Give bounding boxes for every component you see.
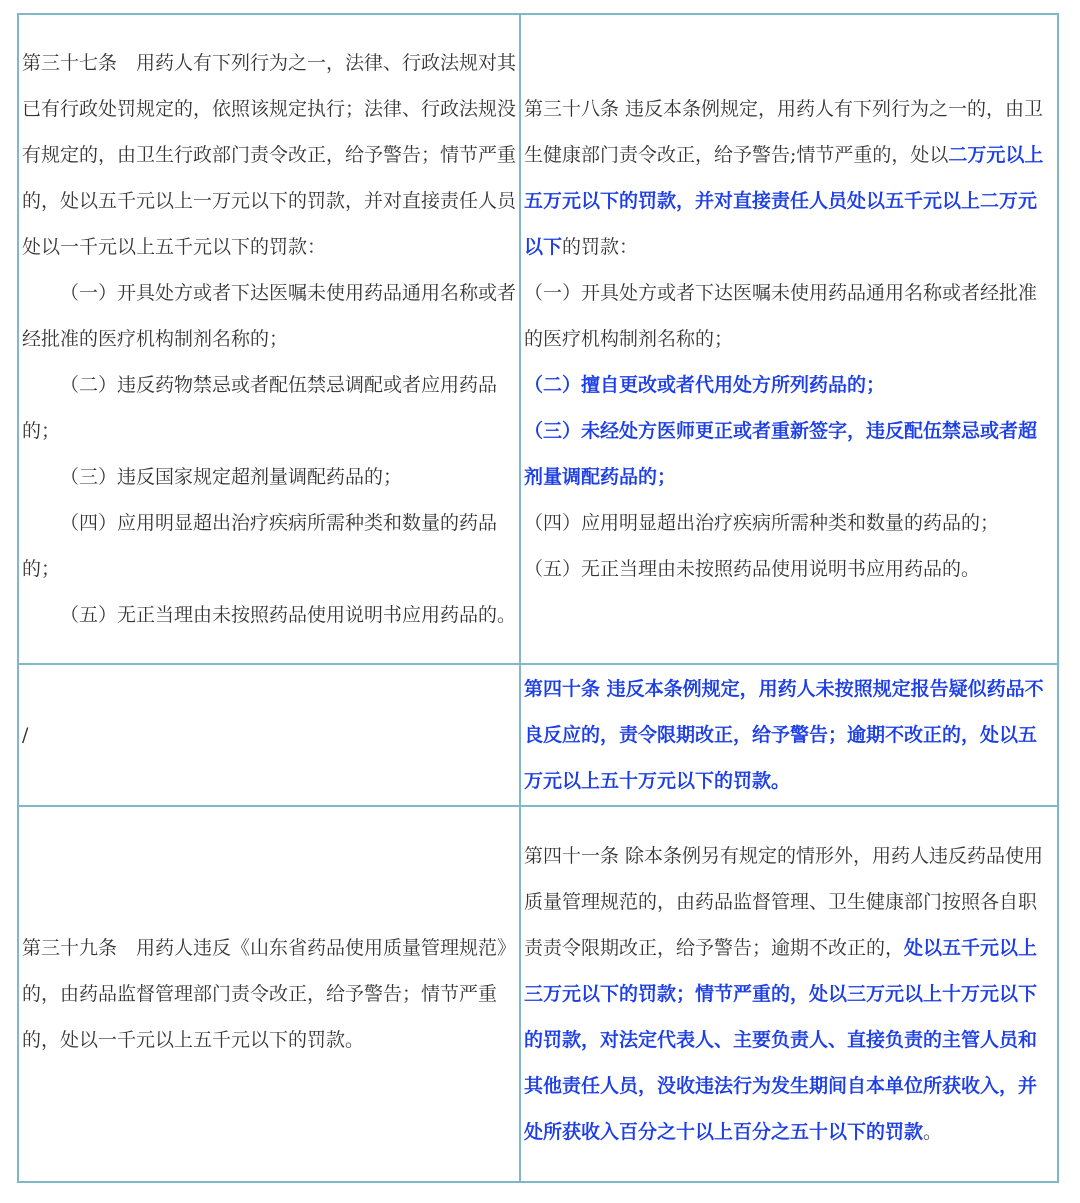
new-article-41-plain: 第四十一条 除本条例另有规定的情形外，用药人违反药品使用质量管理规范的，由药品监督管理、卫生健康部门按照各自职责责令限期改正，给予警告；逾期不改正的， [524, 845, 1044, 959]
new-article-38-cell [520, 14, 1058, 664]
table-row [18, 14, 1058, 664]
new-article-38-head [524, 86, 1054, 270]
old-article-37-head: 第三十七条 用药人有下列行为之一，法律、行政法规对其已有行政处罚规定的，依照该规定执行；法律、行政法规没有规定的，由卫生行政部门责令改正，给予警告；情节严重的，处以五千元以上一万元以下的罚款，并对直接责任人员处以一千元以上五千元以下的罚款： [22, 52, 517, 258]
new-article-38-item-5: （五）无正当理由未按照药品使用说明书应用药品的。 [524, 558, 981, 580]
old-article-37-item-1: （一）开具处方或者下达医嘱未使用药品通用名称或者经批准的医疗机构制剂名称的； [22, 282, 517, 350]
new-article-38-item-4: （四）应用明显超出治疗疾病所需种类和数量的药品的； [524, 512, 1000, 534]
old-article-37-item-4: （四）应用明显超出治疗疾病所需种类和数量的药品的； [22, 512, 498, 580]
new-article-41-cell [520, 806, 1058, 1182]
new-article-40-text: 第四十条 违反本条例规定，用药人未按照规定报告疑似药品不良反应的，责令限期改正，给予警告；逾期不改正的，处以五万元以上五十万元以下的罚款。 [524, 678, 1044, 792]
old-article-37-cell [18, 14, 520, 664]
new-article-38-item-3: （三）未经处方医师更正或者重新签字，违反配伍禁忌或者超剂量调配药品的； [524, 420, 1038, 488]
new-article-38-head-tail: 的罚款： [562, 236, 639, 258]
new-article-38-item-2: （二）擅自更改或者代用处方所列药品的； [524, 374, 886, 396]
new-article-41-changed: 处以五千元以上三万元以下的罚款；情节严重的，处以三万元以上十万元以下的罚款，对法定代表人、主要负责人、直接负责的主管人员和其他责任人员，没收违法行为发生期间自本单位所获收入，并处所获收入百分之十以上百分之五十以下的罚款 [524, 937, 1038, 1143]
new-article-40-cell [520, 664, 1058, 806]
new-article-41-tail: 。 [923, 1121, 943, 1143]
old-empty-cell [18, 664, 520, 806]
old-article-37-item-5: （五）无正当理由未按照药品使用说明书应用药品的。 [60, 604, 517, 626]
regulation-comparison-table [17, 13, 1059, 1183]
old-article-37-item-3: （三）违反国家规定超剂量调配药品的； [60, 466, 403, 488]
old-article-39-text: 第三十九条 用药人违反《山东省药品使用质量管理规范》的，由药品监督管理部门责令改正，给予警告；情节严重的，处以一千元以上五千元以下的罚款。 [22, 937, 517, 1051]
new-article-38-head-changed: 二万元以上五万元以下的罚款，并对直接责任人员处以五千元以上二万元以下 [524, 144, 1044, 258]
new-article-38-item-1: （一）开具处方或者下达医嘱未使用药品通用名称或者经批准的医疗机构制剂名称的； [524, 282, 1038, 350]
old-article-39-cell [18, 806, 520, 1182]
new-article-38-head-plain: 第三十八条 违反本条例规定，用药人有下列行为之一的，由卫生健康部门责令改正，给予警告;情节严重的，处以 [524, 98, 1044, 166]
new-article-41-text [524, 833, 1054, 1155]
old-empty-placeholder: / [22, 724, 29, 746]
table-row [18, 664, 1058, 806]
old-article-37-item-2: （二）违反药物禁忌或者配伍禁忌调配或者应用药品的； [22, 374, 498, 442]
table-row [18, 806, 1058, 1182]
